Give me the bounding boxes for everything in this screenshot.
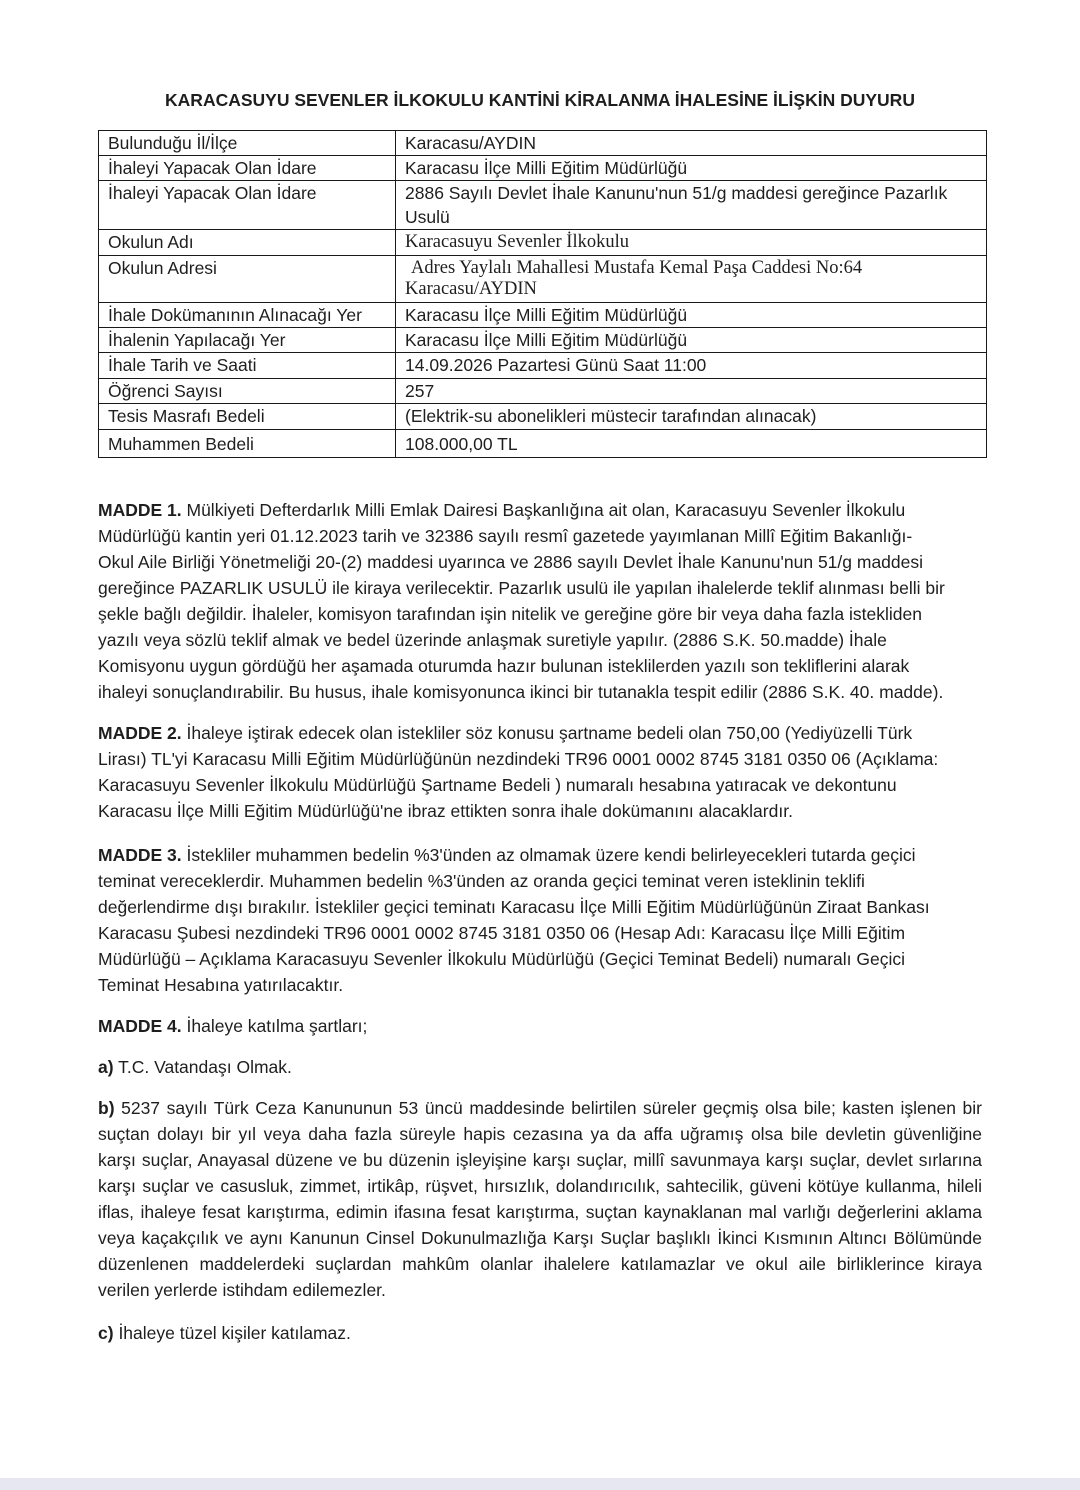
row-facility-cost bbox=[99, 404, 987, 430]
article-label: MADDE 4. bbox=[98, 1016, 182, 1036]
condition-label: b) bbox=[98, 1098, 115, 1118]
document-title: KARACASUYU SEVENLER İLKOKULU KANTİNİ KİRALANMA İHALESİNE İLİŞKİN DUYURU bbox=[165, 90, 915, 110]
info-value: (Elektrik-su abonelikleri müstecir tarafından alınacak) bbox=[396, 404, 987, 430]
article-line: gereğince PAZARLIK USULÜ ile kiraya verilecektir. Pazarlık usulü ile yapılan ihalelerde teklif alınması belli bir bbox=[98, 578, 945, 598]
article-line: değerlendirme dışı bırakılır. İstekliler geçici teminatı Karacasu İlçe Milli Eğitim Müdürlüğünün Ziraat Bankası bbox=[98, 897, 930, 917]
article-label: MADDE 2. bbox=[98, 723, 182, 743]
bottom-band bbox=[0, 1478, 1080, 1490]
info-label: İhalenin Yapılacağı Yer bbox=[99, 328, 396, 353]
article-text: İstekliler muhammen bedelin %3'ünden az olmamak üzere kendi belirleyecekleri tutarda geçici bbox=[186, 845, 916, 865]
condition-line: verilen yerlerde istihdam edilemezler. bbox=[98, 1280, 386, 1300]
info-value: 2886 Sayılı Devlet İhale Kanunu'nun 51/g maddesi gereğince Pazarlık Usulü bbox=[396, 181, 987, 230]
info-label: Bulunduğu İl/İlçe bbox=[99, 131, 396, 156]
row-administration bbox=[99, 156, 987, 181]
article-1 bbox=[98, 497, 982, 705]
article-line: Teminat Hesabına yatırılacaktır. bbox=[98, 975, 344, 995]
article-line bbox=[98, 1013, 982, 1039]
article-line bbox=[98, 497, 982, 523]
info-label: Tesis Masrafı Bedeli bbox=[99, 404, 396, 430]
article-line: Lirası) TL'yi Karacasu Milli Eğitim Müdürlüğünün nezdindeki TR96 0001 0002 8745 3181 0350 06 (Açıklama: bbox=[98, 749, 939, 769]
condition-line: karşı suçlar ve casusluk, zimmet, irtikâp, rüşvet, hırsızlık, dolandırıcılık, sahtecilik, güveni kötüye kullanma, hileli bbox=[98, 1176, 982, 1196]
article-line bbox=[98, 842, 982, 868]
info-value: Karacasu/AYDIN bbox=[396, 131, 987, 156]
article-line bbox=[98, 720, 982, 746]
article-text: Mülkiyeti Defterdarlık Milli Emlak Dairesi Başkanlığına ait olan, Karacasuyu Sevenler İlkokulu bbox=[186, 500, 906, 520]
row-province-district bbox=[99, 131, 987, 156]
condition-line: düzenlenen maddelerdeki suçlardan mahkûm olanlar ihalelere katılamazlar ve okul aile birliklerince kiraya bbox=[98, 1254, 982, 1274]
article-4 bbox=[98, 1013, 982, 1039]
info-label: Okulun Adresi bbox=[99, 256, 396, 303]
condition-line: iflas, ihaleye fesat karıştırma, edimin ifasına fesat karıştırma, suçtan kaynaklanan mal varlığı değerlerini aklama bbox=[98, 1202, 982, 1222]
article-2 bbox=[98, 720, 982, 824]
article-line: teminat vereceklerdir. Muhammen bedelin %3'ünden az oranda geçici teminat veren isteklinin teklifi bbox=[98, 871, 865, 891]
article-line: Komisyonu uygun gördüğü her aşamada oturumda hazır bulunan isteklilerden yazılı son tekliflerini alarak bbox=[98, 656, 910, 676]
row-tender-method bbox=[99, 181, 987, 230]
row-school-address bbox=[99, 256, 987, 303]
condition-line bbox=[98, 1320, 982, 1346]
info-label: İhale Tarih ve Saati bbox=[99, 353, 396, 379]
condition-text: T.C. Vatandaşı Olmak. bbox=[118, 1057, 292, 1077]
condition-c bbox=[98, 1320, 982, 1346]
info-label: Öğrenci Sayısı bbox=[99, 379, 396, 404]
info-value: Karacasuyu Sevenler İlkokulu bbox=[396, 230, 987, 256]
condition-a bbox=[98, 1054, 982, 1080]
condition-line bbox=[98, 1054, 982, 1080]
info-value: 257 bbox=[396, 379, 987, 404]
article-3 bbox=[98, 842, 982, 998]
info-value: 108.000,00 TL bbox=[396, 430, 987, 458]
row-student-count bbox=[99, 379, 987, 404]
article-line: Karacasu Şubesi nezdindeki TR96 0001 0002 8745 3181 0350 06 (Hesap Adı: Karacasu İlçe Milli Eğitim bbox=[98, 923, 906, 943]
row-tender-location bbox=[99, 328, 987, 353]
condition-b bbox=[98, 1095, 982, 1303]
article-label: MADDE 1. bbox=[98, 500, 182, 520]
row-tender-datetime bbox=[99, 353, 987, 379]
article-line: Müdürlüğü kantin yeri 01.12.2023 tarih ve 32386 sayılı resmî gazetede yayımlanan Millî Eğitim Bakanlığı- bbox=[98, 526, 913, 546]
row-school-name bbox=[99, 230, 987, 256]
info-label: İhaleyi Yapacak Olan İdare bbox=[99, 181, 396, 230]
article-label: MADDE 3. bbox=[98, 845, 182, 865]
info-value: Adres Yaylalı Mahallesi Mustafa Kemal Paşa Caddesi No:64 Karacasu/AYDIN bbox=[396, 256, 987, 303]
tender-info-table bbox=[98, 130, 987, 458]
article-line: Müdürlüğü – Açıklama Karacasuyu Sevenler İlkokulu Müdürlüğü (Geçici Teminat Bedeli) numaralı Geçici bbox=[98, 949, 905, 969]
info-value: Karacasu İlçe Milli Eğitim Müdürlüğü bbox=[396, 328, 987, 353]
condition-line: karşı suçlar, Anayasal düzene ve bu düzenin işleyişine karşı suçlar, millî savunmaya karşı suçlar, devlet sırlarına bbox=[98, 1150, 982, 1170]
article-line: şekle bağlı değildir. İhaleler, komisyon tarafından işin nitelik ve gereğine göre bir veya daha fazla istekliden bbox=[98, 604, 922, 624]
info-value: 14.09.2026 Pazartesi Günü Saat 11:00 bbox=[396, 353, 987, 379]
article-line: ihaleyi sonuçlandırabilir. Bu husus, ihale komisyonunca ikinci bir tutanakla tespit edilir (2886 S.K. 40. madde). bbox=[98, 682, 944, 702]
condition-text: 5237 sayılı Türk Ceza Kanununun 53 üncü maddesinde belirtilen süreler geçmiş olsa bile; kasten işlenen bir bbox=[121, 1098, 982, 1118]
article-line: Karacasuyu Sevenler İlkokulu Müdürlüğü Şartname Bedeli ) numaralı hesabına yatıracak ve dekontunu bbox=[98, 775, 897, 795]
article-text: İhaleye katılma şartları; bbox=[186, 1016, 368, 1036]
article-line: yazılı veya sözlü teklif almak ve bedel üzerinde anlaşmak suretiyle yapılır. (2886 S.K. 50.madde) İhale bbox=[98, 630, 887, 650]
row-estimated-price bbox=[99, 430, 987, 458]
info-label: İhaleyi Yapacak Olan İdare bbox=[99, 156, 396, 181]
info-label: Okulun Adı bbox=[99, 230, 396, 256]
article-line: Okul Aile Birliği Yönetmeliği 20-(2) maddesi uyarınca ve 2886 sayılı Devlet İhale Kanunu'nun 51/g maddesi bbox=[98, 552, 924, 572]
info-label: İhale Dokümanının Alınacağı Yer bbox=[99, 303, 396, 328]
condition-line: veya kaçakçılık ve aynı Kanunun Cinsel Dokunulmazlığa Karşı Suçlar başlıklı İkinci Kısmının Altıncı Bölümünde bbox=[98, 1228, 982, 1248]
article-line: Karacasu İlçe Milli Eğitim Müdürlüğü'ne ibraz ettikten sonra ihale dokümanını alacaklardır. bbox=[98, 801, 793, 821]
condition-line: suçtan dolayı bir yıl veya daha fazla süreyle hapis cezasına ya da affa uğramış olsa bile devletin güvenliğine bbox=[98, 1124, 982, 1144]
info-value: Karacasu İlçe Milli Eğitim Müdürlüğü bbox=[396, 303, 987, 328]
article-text: İhaleye iştirak edecek olan istekliler söz konusu şartname bedeli olan 750,00 (Yediyüzelli Türk bbox=[186, 723, 913, 743]
condition-label: a) bbox=[98, 1057, 114, 1077]
info-value: Karacasu İlçe Milli Eğitim Müdürlüğü bbox=[396, 156, 987, 181]
row-document-location bbox=[99, 303, 987, 328]
condition-line bbox=[98, 1095, 982, 1121]
condition-text: İhaleye tüzel kişiler katılamaz. bbox=[118, 1323, 351, 1343]
condition-label: c) bbox=[98, 1323, 114, 1343]
info-label: Muhammen Bedeli bbox=[99, 430, 396, 458]
